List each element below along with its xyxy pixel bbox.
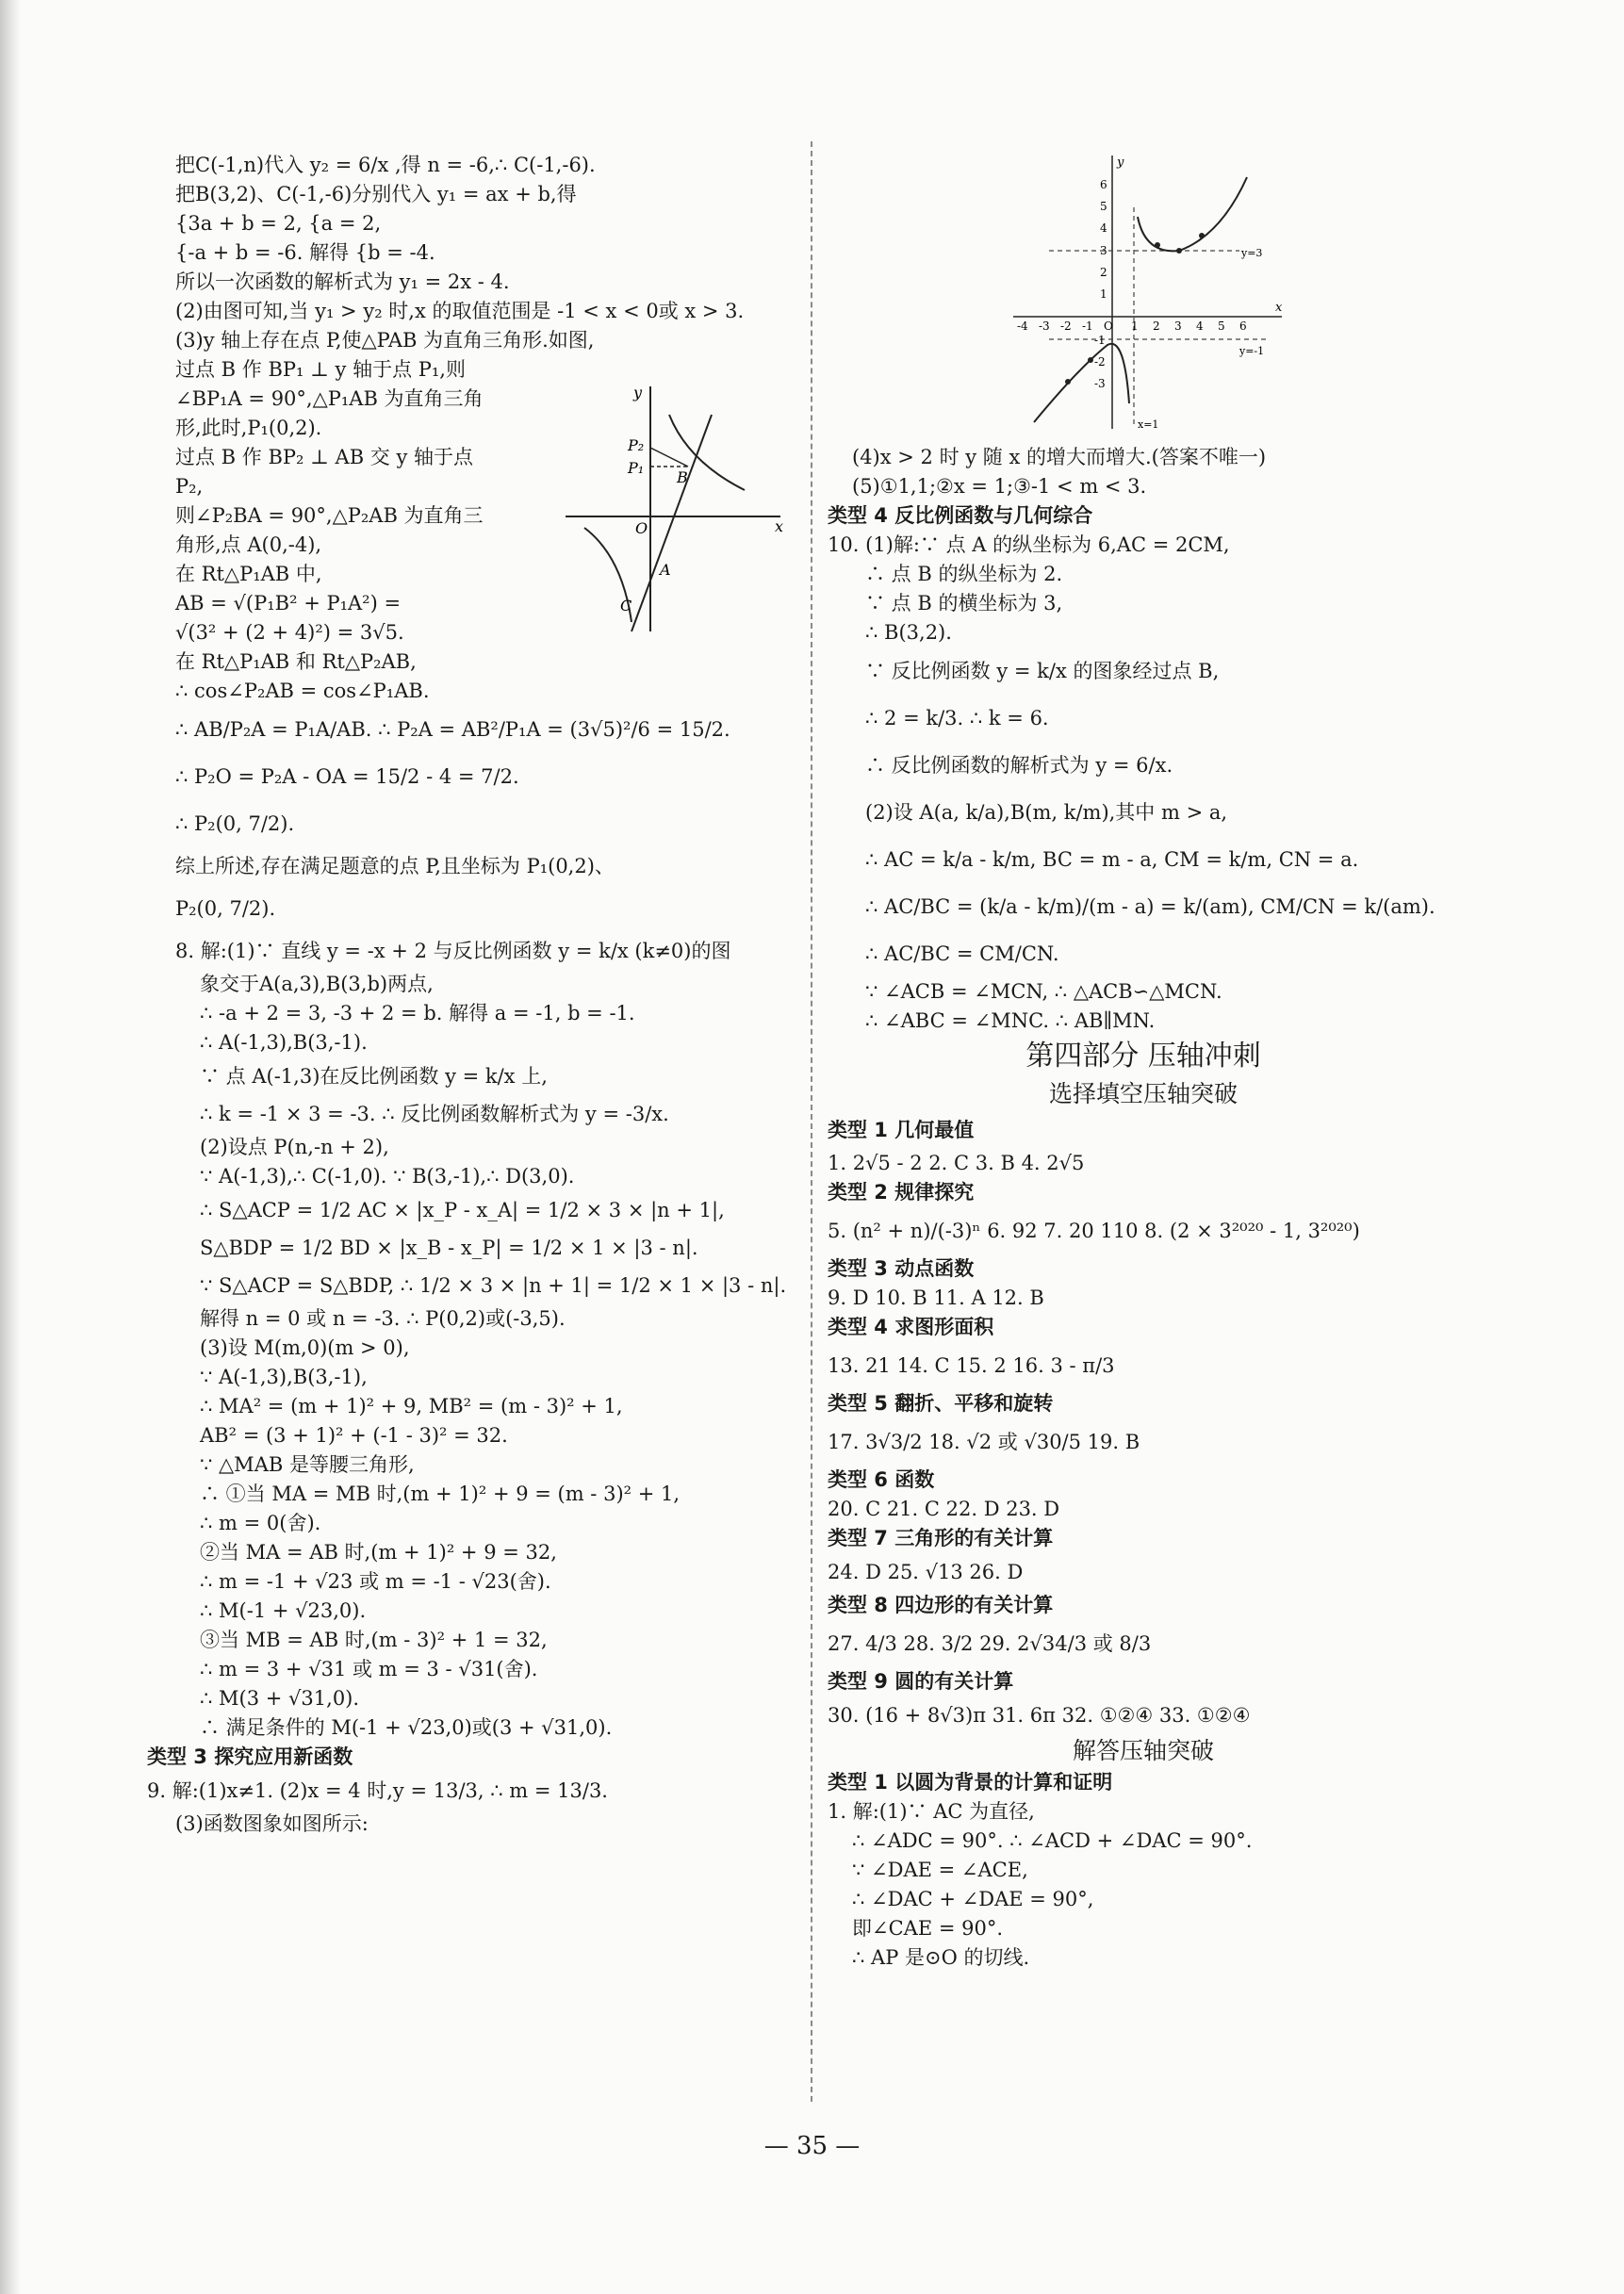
text-line: ∴ 点 B 的纵坐标为 2.	[865, 563, 1063, 585]
text-line: 30. (16 + 8√3)π 31. 6π 32. ①②④ 33. ①②④	[828, 1704, 1251, 1727]
text-line: 把C(-1,n)代入 y₂ = 6/x ,得 n = -6,∴ C(-1,-6).	[175, 154, 596, 176]
text-line: 解得 n = 0 或 n = -3. ∴ P(0,2)或(-3,5).	[200, 1307, 566, 1330]
bp2-segment	[650, 448, 688, 467]
x-tick: -3	[1039, 320, 1050, 333]
text-line: 20. C 21. C 22. D 23. D	[828, 1498, 1060, 1520]
text-line: 所以一次函数的解析式为 y₁ = 2x - 4.	[175, 270, 510, 293]
x-tick: 3	[1174, 320, 1182, 333]
text-line: 10. (1)解:∵ 点 A 的纵坐标为 6,AC = 2CM,	[828, 533, 1230, 556]
y-tick: 6	[1100, 178, 1107, 191]
text-line: S△BDP = 1/2 BD × |x_B - x_P| = 1/2 × 1 × |3 - n|.	[200, 1237, 698, 1259]
text-line: (4)x > 2 时 y 随 x 的增大而增大.(答案不唯一)	[852, 446, 1267, 468]
x-tick: 5	[1218, 320, 1225, 333]
text-line: ∴ M(-1 + √23,0).	[200, 1599, 367, 1622]
x-tick: 1	[1131, 320, 1139, 333]
text-line: ∴ MA² = (m + 1)² + 9, MB² = (m - 3)² + 1,	[200, 1395, 623, 1417]
label-p2: P₂	[628, 436, 645, 454]
x-tick: 2	[1153, 320, 1160, 333]
curve-point	[1155, 242, 1160, 248]
axis-label-y: y	[1117, 156, 1124, 170]
text-line: 1. 解:(1)∵ AC 为直径,	[828, 1800, 1035, 1823]
y-tick: 2	[1100, 266, 1107, 279]
axis-label-y: y	[633, 384, 643, 401]
curve-point	[1088, 357, 1093, 363]
section-heading: 类型 1 几何最值	[828, 1119, 975, 1141]
y-tick: 5	[1100, 200, 1107, 213]
text-line: 形,此时,P₁(0,2).	[175, 417, 322, 439]
section-heading: 类型 5 翻折、平移和旋转	[828, 1392, 1054, 1415]
text-line: AB² = (3 + 1)² + (-1 - 3)² = 32.	[200, 1424, 508, 1447]
text-line: ∴ 满足条件的 M(-1 + √23,0)或(3 + √31,0).	[200, 1716, 613, 1739]
x-tick: 4	[1196, 320, 1204, 333]
label-a: A	[660, 561, 671, 579]
page-number: — 35 —	[763, 2132, 861, 2160]
text-line: ∵ 点 A(-1,3)在反比例函数 y = k/x 上,	[200, 1065, 548, 1088]
scan-edge	[0, 0, 21, 2294]
text-line: ∵ 反比例函数 y = k/x 的图象经过点 B,	[865, 660, 1220, 682]
text-line: ∴ m = -1 + √23 或 m = -1 - √23(舍).	[200, 1570, 551, 1593]
text-line: ∵ S△ACP = S△BDP, ∴ 1/2 × 3 × |n + 1| = 1/2 × 1 × |3 - n|.	[200, 1274, 787, 1297]
text-line: ∴ A(-1,3),B(3,-1).	[200, 1031, 368, 1054]
section-heading: 类型 1 以圆为背景的计算和证明	[828, 1771, 1113, 1794]
text-line: 过点 B 作 BP₂ ⊥ AB 交 y 轴于点	[175, 446, 474, 468]
origin-label: O	[635, 519, 648, 537]
section-heading: 类型 3 探究应用新函数	[147, 1745, 353, 1768]
y-tick: -2	[1094, 355, 1106, 369]
text-line: 把B(3,2)、C(-1,-6)分别代入 y₁ = ax + b,得	[175, 183, 577, 205]
text-line: 24. D 25. √13 26. D	[828, 1561, 1024, 1583]
subsection-title: 选择填空压轴突破	[1048, 1080, 1238, 1107]
text-line: 9. D 10. B 11. A 12. B	[828, 1286, 1044, 1309]
text-line: ∵ ∠DAE = ∠ACE,	[852, 1859, 1028, 1881]
section-heading: 类型 4 反比例函数与几何综合	[828, 504, 1093, 527]
asymptote-label: x=1	[1138, 418, 1159, 431]
asymptote-label: y=3	[1241, 247, 1263, 259]
text-line: 综上所述,存在满足题意的点 P,且坐标为 P₁(0,2)、	[175, 855, 615, 877]
section-heading: 类型 8 四边形的有关计算	[828, 1594, 1054, 1616]
text-line: 9. 解:(1)x≠1. (2)x = 4 时,y = 13/3, ∴ m = 13/3.	[147, 1779, 608, 1802]
y-tick: -3	[1094, 377, 1106, 390]
section-heading: 类型 6 函数	[828, 1468, 935, 1491]
text-line: ∴ -a + 2 = 3, -3 + 2 = b. 解得 a = -1, b = -1.	[200, 1002, 635, 1024]
text-line: 象交于A(a,3),B(3,b)两点,	[200, 973, 434, 995]
text-line: {3a + b = 2, {a = 2,	[175, 212, 382, 235]
curve-point	[1065, 379, 1071, 385]
text-line: ∴ cos∠P₂AB = cos∠P₁AB.	[175, 680, 430, 702]
asymptote-label: y=-1	[1239, 345, 1265, 357]
label-b: B	[677, 468, 688, 486]
text-line: (2)设点 P(n,-n + 2),	[200, 1136, 389, 1158]
text-line: 17. 3√3/2 18. √2 或 √30/5 19. B	[828, 1431, 1140, 1453]
text-line: 8. 解:(1)∵ 直线 y = -x + 2 与反比例函数 y = k/x (k≠0)的图	[175, 940, 731, 962]
text-line: ∴ m = 0(舍).	[200, 1512, 321, 1534]
text-line: 在 Rt△P₁AB 和 Rt△P₂AB,	[175, 650, 417, 673]
y-tick: 1	[1100, 287, 1107, 301]
right-column	[828, 443, 1435, 1973]
text-line: ∴ B(3,2).	[865, 621, 952, 644]
text-line: 1. 2√5 - 2 2. C 3. B 4. 2√5	[828, 1152, 1085, 1174]
text-line: (2)由图可知,当 y₁ > y₂ 时,x 的取值范围是 -1 < x < 0或 x > 3.	[175, 300, 745, 322]
text-line: ∵ ∠ACB = ∠MCN, ∴ △ACB∽△MCN.	[865, 980, 1222, 1003]
section-heading: 类型 9 圆的有关计算	[828, 1670, 1014, 1693]
text-line: ∴ AP 是⊙O 的切线.	[852, 1946, 1030, 1969]
section-heading: 类型 2 规律探究	[828, 1181, 975, 1204]
axis-label-x: x	[775, 517, 784, 535]
text-line: ∴ ∠ABC = ∠MNC. ∴ AB∥MN.	[865, 1009, 1156, 1032]
text-line: ∴ S△ACP = 1/2 AC × |x_P - x_A| = 1/2 × 3 × |n + 1|,	[200, 1199, 725, 1221]
section-heading: 类型 4 求图形面积	[828, 1316, 994, 1338]
text-line: 5. (n² + n)/(-3)ⁿ 6. 92 7. 20 110 8. (2 × 3²⁰²⁰ - 1, 3²⁰²⁰)	[828, 1220, 1360, 1242]
text-line: (2)设 A(a, k/a),B(m, k/m),其中 m > a,	[865, 801, 1228, 824]
column-divider	[811, 141, 812, 2102]
text-line: 则∠P₂BA = 90°,△P₂AB 为直角三	[175, 504, 484, 527]
text-line: (3)设 M(m,0)(m > 0),	[200, 1336, 410, 1359]
text-line: AB = √(P₁B² + P₁A²) =	[175, 592, 402, 614]
text-line: P₂(0, 7/2).	[175, 897, 276, 920]
y-tick: -1	[1094, 334, 1106, 347]
text-line: ∴ m = 3 + √31 或 m = 3 - √31(舍).	[200, 1658, 538, 1680]
text-line: ∴ P₂O = P₂A - OA = 15/2 - 4 = 7/2.	[175, 765, 519, 788]
text-line: √(3² + (2 + 4)²) = 3√5.	[175, 621, 404, 644]
curve-point	[1199, 233, 1205, 238]
text-line: ∴ ①当 MA = MB 时,(m + 1)² + 9 = (m - 3)² + 1,	[200, 1483, 681, 1505]
x-tick: O	[1104, 320, 1113, 333]
text-line: 过点 B 作 BP₁ ⊥ y 轴于点 P₁,则	[175, 358, 466, 381]
curve-point	[1176, 248, 1182, 254]
text-line: 即∠CAE = 90°.	[852, 1917, 1004, 1940]
curve-left-branch	[1034, 344, 1129, 422]
text-line: ③当 MB = AB 时,(m - 3)² + 1 = 32,	[200, 1629, 548, 1651]
text-line: ∴ AC/BC = CM/CN.	[865, 942, 1059, 965]
text-line: ∴ k = -1 × 3 = -3. ∴ 反比例函数解析式为 y = -3/x.	[200, 1103, 669, 1125]
curve-right-branch	[1138, 177, 1247, 251]
text-line: (5)①1,1;②x = 1;③-1 < m < 3.	[852, 475, 1147, 498]
text-line: ∵ △MAB 是等腰三角形,	[200, 1453, 415, 1476]
text-line: ∵ 点 B 的横坐标为 3,	[865, 592, 1063, 614]
x-tick: -1	[1082, 320, 1093, 333]
y-tick: 3	[1100, 244, 1107, 257]
x-tick: 6	[1239, 320, 1247, 333]
text-line: ∴ AC/BC = (k/a - k/m)/(m - a) = k/(am), CM/CN = k/(am).	[865, 895, 1435, 918]
text-line: ②当 MA = AB 时,(m + 1)² + 9 = 32,	[200, 1541, 557, 1564]
text-line: ∴ ∠DAC + ∠DAE = 90°,	[852, 1888, 1094, 1910]
text-line: 角形,点 A(0,-4),	[175, 533, 322, 556]
text-line: 27. 4/3 28. 3/2 29. 2√34/3 或 8/3	[828, 1632, 1152, 1655]
text-line: ∴ AB/P₂A = P₁A/AB. ∴ P₂A = AB²/P₁A = (3√5)²/6 = 15/2.	[175, 718, 730, 741]
text-line: ∵ A(-1,3),∴ C(-1,0). ∵ B(3,-1),∴ D(3,0).	[200, 1165, 575, 1188]
text-line: ∴ 反比例函数的解析式为 y = 6/x.	[865, 754, 1173, 777]
hyperbola-triangle-figure	[556, 377, 792, 641]
text-line: ∴ AC = k/a - k/m, BC = m - a, CM = k/m, CN = a.	[865, 848, 1359, 871]
x-tick: -4	[1017, 320, 1028, 333]
label-p1: P₁	[628, 459, 645, 477]
axis-label-x: x	[1275, 301, 1283, 315]
section-heading: 类型 7 三角形的有关计算	[828, 1527, 1054, 1549]
text-line: 在 Rt△P₁AB 中,	[175, 563, 322, 585]
x-tick: -2	[1060, 320, 1072, 333]
text-line: 13. 21 14. C 15. 2 16. 3 - π/3	[828, 1354, 1115, 1377]
text-line: ∴ M(3 + √31,0).	[200, 1687, 360, 1710]
text-line: ∴ ∠ADC = 90°. ∴ ∠ACD + ∠DAC = 90°.	[852, 1829, 1253, 1852]
text-line: (3)函数图象如图所示:	[175, 1812, 369, 1835]
function-graph-figure	[1013, 151, 1287, 434]
y-tick: 4	[1100, 221, 1107, 235]
text-line: ∠BP₁A = 90°,△P₁AB 为直角三角	[175, 387, 484, 410]
part-title: 第四部分 压轴冲刺	[1025, 1040, 1261, 1073]
section-heading: 类型 3 动点函数	[828, 1257, 975, 1280]
label-c: C	[620, 597, 632, 614]
text-line: (3)y 轴上存在点 P,使△PAB 为直角三角形.如图,	[175, 329, 595, 352]
text-line: ∵ A(-1,3),B(3,-1),	[200, 1366, 368, 1388]
text-line: {-a + b = -6. 解得 {b = -4.	[175, 241, 435, 264]
text-line: ∴ 2 = k/3. ∴ k = 6.	[865, 707, 1049, 729]
text-line: ∴ P₂(0, 7/2).	[175, 812, 295, 835]
subsection-title: 解答压轴突破	[1072, 1737, 1214, 1764]
text-line: P₂,	[175, 475, 204, 498]
